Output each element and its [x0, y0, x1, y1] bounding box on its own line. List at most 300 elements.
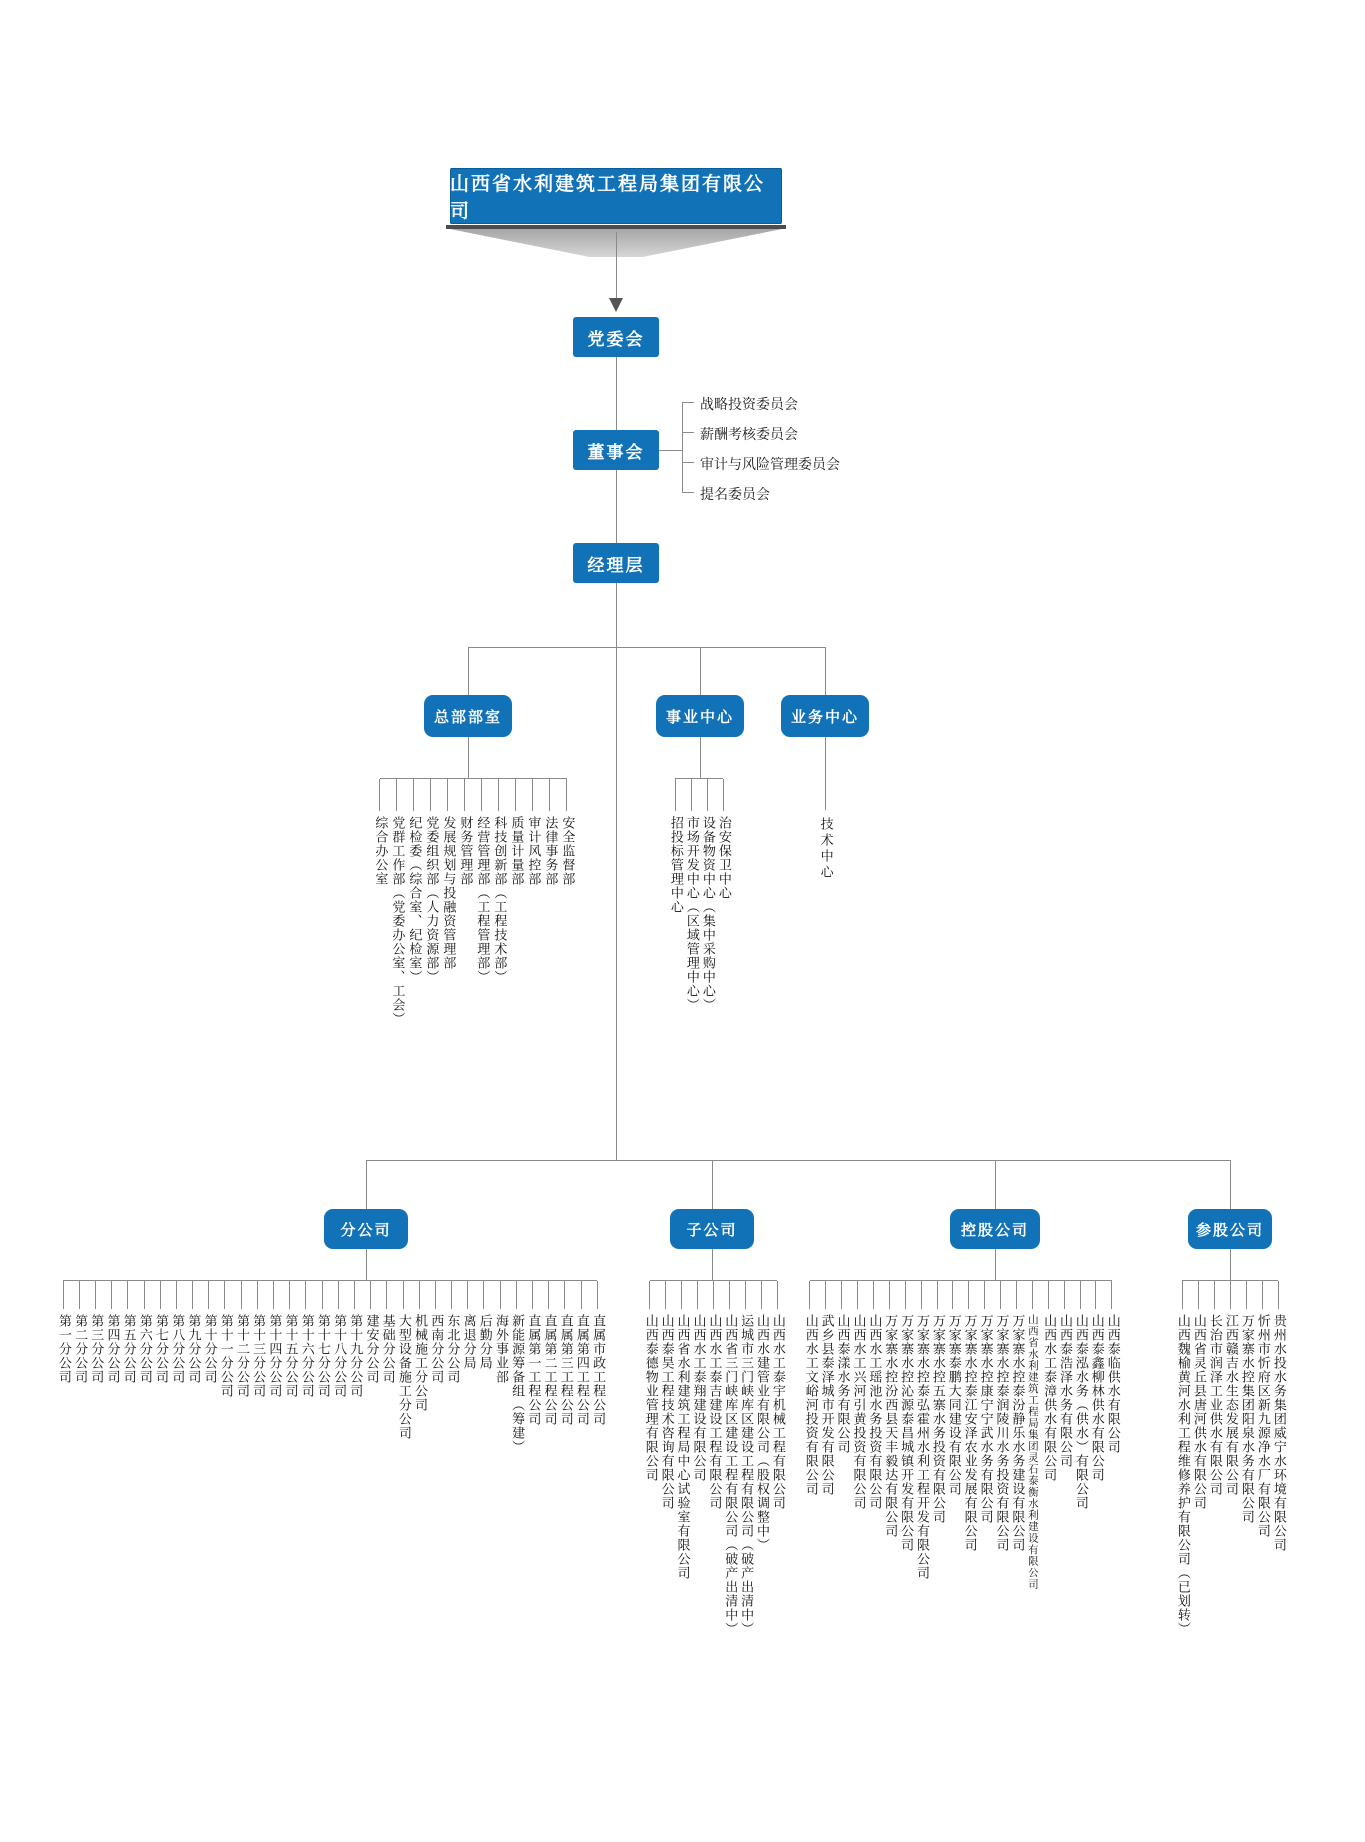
- company-label: 第十四分公司: [266, 1314, 282, 1398]
- connector-management-splitter: [616, 583, 617, 647]
- business-center-box: 业务中心: [781, 695, 869, 737]
- company-item: [298, 1281, 314, 1454]
- branch-companies-fan: [55, 1280, 605, 1454]
- company-label: 山西水工泰吉建设工程有限公司: [706, 1314, 722, 1510]
- company-item: [508, 1281, 524, 1454]
- department-label: 科技创新部（工程技术部）: [491, 816, 507, 984]
- holding-fan-drop: [995, 1249, 996, 1280]
- center-label: 市场开发中心（区域管理中心）: [683, 816, 699, 1012]
- company-item: [642, 1281, 658, 1636]
- company-label: 山西泰德物业管理有限公司: [642, 1314, 658, 1482]
- company-label: 东北分公司: [444, 1314, 460, 1384]
- company-item: [330, 1281, 346, 1454]
- department-item: [490, 779, 507, 1026]
- company-label: 山西水工泰翔建设有限公司: [690, 1314, 706, 1482]
- participating-fan-drop: [1230, 1249, 1231, 1280]
- company-label: 山西泰漾水务有限公司: [834, 1314, 850, 1454]
- company-item: [282, 1281, 298, 1454]
- tick-line: [305, 1281, 306, 1309]
- company-label: 第十八分公司: [331, 1314, 347, 1398]
- tick-line: [745, 1281, 746, 1309]
- party-committee-box: 党委会: [573, 317, 659, 357]
- holding-companies-box: 控股公司: [950, 1209, 1040, 1249]
- company-item: [185, 1281, 201, 1454]
- company-item: [573, 1281, 589, 1454]
- drop-hq: [468, 647, 469, 695]
- company-item: [460, 1281, 476, 1454]
- tick-line: [691, 779, 692, 811]
- hq-departments-fan: [371, 778, 575, 1026]
- tick-line: [1032, 1281, 1033, 1309]
- career-centers-fan: [667, 778, 731, 1012]
- tick-line: [841, 1281, 842, 1309]
- tick-line: [984, 1281, 985, 1309]
- company-label: 直属第一工程公司: [525, 1314, 541, 1426]
- drop-holding-companies: [995, 1160, 996, 1209]
- company-item: [737, 1281, 753, 1636]
- holding-companies-fan: [802, 1280, 1120, 1590]
- tick-line: [665, 1281, 666, 1309]
- company-item: [55, 1281, 71, 1454]
- tick-line: [127, 1281, 128, 1309]
- tick-line: [192, 1281, 193, 1309]
- drop-subsidiaries: [712, 1160, 713, 1209]
- tick-line: [581, 1281, 582, 1309]
- department-item: [456, 779, 473, 1026]
- company-label: 第七分公司: [153, 1314, 169, 1384]
- company-label: 山西省水利建筑工程局中心试验室有限公司: [674, 1314, 690, 1580]
- department-item: [371, 779, 388, 1026]
- company-item: [850, 1281, 866, 1590]
- tick-line: [208, 1281, 209, 1309]
- department-item: [388, 779, 405, 1026]
- tech-center-drop: [825, 737, 826, 810]
- department-item: [524, 779, 541, 1026]
- company-item: [217, 1281, 233, 1454]
- company-label: 运城市三门峡库区建设工程有限公司（破产出清中）: [738, 1314, 754, 1636]
- department-item: [405, 779, 422, 1026]
- tick-line: [1198, 1281, 1199, 1309]
- tick-line: [1246, 1281, 1247, 1309]
- committee-label: 提名委员会: [700, 487, 770, 503]
- company-item: [1072, 1281, 1088, 1590]
- company-title-box: 山西省水利建筑工程局集团有限公司: [450, 168, 782, 224]
- company-item: [929, 1281, 945, 1590]
- tick-line: [481, 779, 482, 811]
- tick-line: [1182, 1281, 1183, 1309]
- tick-line: [729, 1281, 730, 1309]
- tick-line: [675, 779, 676, 811]
- company-item: [802, 1281, 818, 1590]
- company-label: 万家寨水控沁源泰昌城镇开发有限公司: [898, 1314, 914, 1552]
- company-item: [961, 1281, 977, 1590]
- tick-line: [322, 1281, 323, 1309]
- company-label: 第八分公司: [169, 1314, 185, 1384]
- tick-line: [873, 1281, 874, 1309]
- company-label: 万家寨水控泰润陵川水务投资有限公司: [993, 1314, 1009, 1552]
- department-label: 党群工作部（党委办公室、工会）: [389, 816, 405, 1026]
- company-item: [233, 1281, 249, 1454]
- tick-line: [905, 1281, 906, 1309]
- company-item: [993, 1281, 1009, 1590]
- company-item: [152, 1281, 168, 1454]
- company-item: [1040, 1281, 1056, 1590]
- company-label: 海外事业部: [492, 1314, 508, 1384]
- department-item: [558, 779, 575, 1026]
- company-item: [753, 1281, 769, 1636]
- company-item: [1056, 1281, 1072, 1590]
- company-label: 万家寨水控汾西县天丰毅达有限公司: [882, 1314, 898, 1538]
- company-label: 基础分公司: [379, 1314, 395, 1384]
- department-item: [507, 779, 524, 1026]
- tick-line: [681, 1281, 682, 1309]
- company-label: 山西泰临供水有限公司: [1104, 1314, 1120, 1454]
- company-label: 第十三分公司: [250, 1314, 266, 1398]
- tick-line: [532, 1281, 533, 1309]
- company-item: [346, 1281, 362, 1454]
- company-item: [120, 1281, 136, 1454]
- department-label: 财务管理部: [457, 816, 473, 886]
- hq-departments-box: 总部部室: [424, 695, 512, 737]
- subsidiaries-box: 子公司: [670, 1209, 754, 1249]
- company-label: 山西泰浩泽水务有限公司: [1057, 1314, 1073, 1468]
- company-label: 直属第四工程公司: [573, 1314, 589, 1426]
- tick-line: [430, 779, 431, 811]
- company-item: [769, 1281, 785, 1636]
- company-item: [1206, 1281, 1222, 1636]
- center-item: [715, 779, 731, 1012]
- company-item: [541, 1281, 557, 1454]
- company-label: 贵州水投水务集团威宁水环境有限公司: [1270, 1314, 1286, 1552]
- company-item: [265, 1281, 281, 1454]
- tick-line: [95, 1281, 96, 1309]
- committee-bracket-line: [682, 402, 683, 493]
- company-item: [881, 1281, 897, 1590]
- company-label: 山西水建管业有限公司（股权调整中）: [754, 1314, 769, 1552]
- company-label: 第五分公司: [120, 1314, 136, 1384]
- company-item: [411, 1281, 427, 1454]
- company-item: [658, 1281, 674, 1636]
- company-item: [690, 1281, 706, 1636]
- branch-companies-box: 分公司: [324, 1209, 408, 1249]
- tick-line: [257, 1281, 258, 1309]
- company-label: 山西水工泰漳供水有限公司: [1041, 1314, 1057, 1482]
- tick-line: [338, 1281, 339, 1309]
- tick-line: [777, 1281, 778, 1309]
- company-label: 万家寨水控集团阳泉水务有限公司: [1238, 1314, 1254, 1524]
- committee-bracket-stub: [659, 450, 682, 451]
- company-item: [136, 1281, 152, 1454]
- company-label: 万家寨泰鹏大同建设有限公司: [945, 1314, 961, 1496]
- tick-line: [937, 1281, 938, 1309]
- tick-line: [413, 779, 414, 811]
- company-item: [1009, 1281, 1025, 1590]
- department-item: [422, 779, 439, 1026]
- committee-tick: [682, 492, 694, 493]
- company-label: 第十五分公司: [282, 1314, 298, 1398]
- company-label: 新能源筹备组（筹建）: [509, 1314, 525, 1454]
- board-box: 董事会: [573, 430, 659, 470]
- company-item: [476, 1281, 492, 1454]
- subsidiaries-fan-drop: [712, 1249, 713, 1280]
- tick-line: [144, 1281, 145, 1309]
- company-item: [1270, 1281, 1286, 1636]
- company-item: [249, 1281, 265, 1454]
- company-item: [1190, 1281, 1206, 1636]
- company-item: [104, 1281, 120, 1454]
- company-label: 江西赣吉水生态发展有限公司: [1222, 1314, 1238, 1496]
- tick-line: [1095, 1281, 1096, 1309]
- company-label: 第二分公司: [72, 1314, 88, 1384]
- tick-line: [289, 1281, 290, 1309]
- company-label: 山西省灵丘县唐河供水有限公司: [1190, 1314, 1206, 1510]
- drop-participating-companies: [1230, 1160, 1231, 1209]
- tick-line: [713, 1281, 714, 1309]
- tick-line: [379, 779, 380, 811]
- company-label: 第六分公司: [136, 1314, 152, 1384]
- tick-line: [968, 1281, 969, 1309]
- tick-line: [549, 779, 550, 811]
- tick-line: [761, 1281, 762, 1309]
- company-label: 万家寨水控泰汾静乐水务建设有限公司: [1009, 1314, 1025, 1552]
- company-item: [557, 1281, 573, 1454]
- department-label: 经营管理部（工程管理部）: [474, 816, 490, 984]
- company-label: 山西魏榆黄河水利工程维修养护有限公司（已划转）: [1174, 1314, 1190, 1636]
- tick-line: [566, 779, 567, 811]
- tick-line: [1000, 1281, 1001, 1309]
- tick-line: [1064, 1281, 1065, 1309]
- drop-branch-companies: [366, 1160, 367, 1209]
- participating-companies-box: 参股公司: [1188, 1209, 1272, 1249]
- department-label: 发展规划与投融资管理部: [440, 816, 456, 970]
- tick-line: [224, 1281, 225, 1309]
- tick-line: [447, 779, 448, 811]
- company-label: 离退分局: [460, 1314, 476, 1370]
- tick-line: [825, 1281, 826, 1309]
- tick-line: [548, 1281, 549, 1309]
- center-item: [667, 779, 683, 1012]
- company-item: [168, 1281, 184, 1454]
- company-item: [866, 1281, 882, 1590]
- company-label: 第十九分公司: [347, 1314, 363, 1398]
- tick-line: [1230, 1281, 1231, 1309]
- company-item: [589, 1281, 605, 1454]
- tick-line: [1111, 1281, 1112, 1309]
- tick-line: [1262, 1281, 1263, 1309]
- title-shadow-strip: [446, 225, 786, 229]
- company-label: 直属市政工程公司: [590, 1314, 606, 1426]
- company-item: [706, 1281, 722, 1636]
- company-label: 大型设备施工分公司: [395, 1314, 411, 1440]
- tick-line: [649, 1281, 650, 1309]
- center-item: [683, 779, 699, 1012]
- department-label: 综合办公室: [372, 816, 388, 886]
- center-label: 设备物资中心（集中采购中心）: [699, 816, 715, 1012]
- committee-label: 战略投资委员会: [700, 397, 798, 413]
- tick-line: [1048, 1281, 1049, 1309]
- tick-line: [697, 1281, 698, 1309]
- company-item: [1238, 1281, 1254, 1636]
- tick-line: [723, 779, 724, 811]
- company-label: 万家寨水控五寨水务投资有限公司: [929, 1314, 945, 1524]
- tick-line: [516, 1281, 517, 1309]
- company-label: 第十一分公司: [217, 1314, 233, 1398]
- department-label: 审计风控部: [525, 816, 541, 886]
- company-label: 第一分公司: [55, 1314, 71, 1384]
- tick-line: [403, 1281, 404, 1309]
- tick-line: [483, 1281, 484, 1309]
- hq-fan-drop: [468, 737, 469, 778]
- company-label: 长治市润泽工业供水有限公司: [1206, 1314, 1222, 1496]
- company-label: 第十七分公司: [314, 1314, 330, 1398]
- company-item: [87, 1281, 103, 1454]
- branch-fan-drop: [366, 1249, 367, 1280]
- tick-line: [451, 1281, 452, 1309]
- tick-line: [707, 779, 708, 811]
- tick-line: [857, 1281, 858, 1309]
- connector-party-board: [616, 357, 617, 430]
- tick-line: [1278, 1281, 1279, 1309]
- tick-line: [500, 1281, 501, 1309]
- company-label: 万家寨水控康宁宁武水务有限公司: [977, 1314, 993, 1524]
- company-item: [492, 1281, 508, 1454]
- tick-line: [809, 1281, 810, 1309]
- tick-line: [952, 1281, 953, 1309]
- company-item: [818, 1281, 834, 1590]
- company-label: 第九分公司: [185, 1314, 201, 1384]
- company-label: 山西水工瑶池水务投资有限公司: [866, 1314, 882, 1510]
- tick-line: [370, 1281, 371, 1309]
- mid-splitter-line: [468, 647, 825, 648]
- ops-fan-drop: [700, 737, 701, 778]
- center-item: [699, 779, 715, 1012]
- career-center-box: 事业中心: [656, 695, 744, 737]
- tick-line: [419, 1281, 420, 1309]
- tick-line: [63, 1281, 64, 1309]
- company-item: [1254, 1281, 1270, 1636]
- tick-line: [921, 1281, 922, 1309]
- company-item: [201, 1281, 217, 1454]
- drop-business: [825, 647, 826, 695]
- participating-companies-fan: [1174, 1280, 1286, 1636]
- company-label: 机械施工分公司: [412, 1314, 428, 1412]
- company-label: 西南分公司: [428, 1314, 444, 1384]
- company-label: 武乡县泰泽城市开发有限公司: [818, 1314, 834, 1496]
- tick-line: [464, 779, 465, 811]
- company-item: [1024, 1281, 1040, 1590]
- department-item: [473, 779, 490, 1026]
- department-label: 党委组织部（人力资源部）: [423, 816, 439, 984]
- tick-line: [241, 1281, 242, 1309]
- arrow-down-icon: [609, 298, 623, 312]
- company-label: 第十六分公司: [298, 1314, 314, 1398]
- committee-tick: [682, 432, 694, 433]
- department-item: [439, 779, 456, 1026]
- drop-operations: [700, 647, 701, 695]
- company-item: [1104, 1281, 1120, 1590]
- company-label: 山西省三门峡库区建设工程有限公司（破产出清中）: [722, 1314, 738, 1636]
- company-label: 山西水工兴河引黄投资有限公司: [850, 1314, 866, 1510]
- company-label: 直属第二工程公司: [541, 1314, 557, 1426]
- company-label: 山西泰泓水务（供水）有限公司: [1072, 1314, 1088, 1510]
- company-label: 建安分公司: [363, 1314, 379, 1384]
- tick-line: [889, 1281, 890, 1309]
- company-item: [913, 1281, 929, 1590]
- company-item: [945, 1281, 961, 1590]
- committee-tick: [682, 462, 694, 463]
- department-label: 质量计量部: [508, 816, 524, 886]
- tick-line: [1016, 1281, 1017, 1309]
- management-box: 经理层: [573, 543, 659, 583]
- tick-line: [79, 1281, 80, 1309]
- company-item: [395, 1281, 411, 1454]
- tick-line: [564, 1281, 565, 1309]
- company-item: [314, 1281, 330, 1454]
- main-trunk-line: [616, 647, 617, 1160]
- company-label: 第四分公司: [104, 1314, 120, 1384]
- committee-label: 审计与风险管理委员会: [700, 457, 840, 473]
- company-item: [524, 1281, 540, 1454]
- company-label: 直属第三工程公司: [557, 1314, 573, 1426]
- connector-board-management: [616, 470, 617, 543]
- company-label: 第十二分公司: [233, 1314, 249, 1398]
- company-label: 忻州市忻府区新九源净水厂有限公司: [1254, 1314, 1270, 1538]
- department-item: [541, 779, 558, 1026]
- tick-line: [160, 1281, 161, 1309]
- tick-line: [354, 1281, 355, 1309]
- company-item: [1222, 1281, 1238, 1636]
- company-label: 第三分公司: [88, 1314, 104, 1384]
- tick-line: [597, 1281, 598, 1309]
- connector-title-party: [616, 232, 617, 300]
- company-item: [674, 1281, 690, 1636]
- company-item: [1088, 1281, 1104, 1590]
- tick-line: [176, 1281, 177, 1309]
- tick-line: [273, 1281, 274, 1309]
- department-label: 法律事务部: [542, 816, 558, 886]
- company-label: 万家寨水控泰江安泽农业发展有限公司: [961, 1314, 977, 1552]
- committee-tick: [682, 402, 694, 403]
- tech-center-label: 技术中心: [817, 817, 833, 881]
- tick-line: [435, 1281, 436, 1309]
- company-item: [363, 1281, 379, 1454]
- company-label: 万家寨水控泰弘霍州水利工程开发有限公司: [914, 1314, 929, 1580]
- tick-line: [111, 1281, 112, 1309]
- subsidiaries-fan: [642, 1280, 785, 1636]
- tick-line: [532, 779, 533, 811]
- company-label: 山西泰鑫柳林供水有限公司: [1088, 1314, 1104, 1482]
- center-label: 治安保卫中心: [715, 816, 731, 900]
- committee-label: 薪酬考核委员会: [700, 427, 798, 443]
- center-label: 招投标管理中心: [667, 816, 683, 914]
- tick-line: [396, 779, 397, 811]
- company-label: 山西水工泰宇机械工程有限公司: [769, 1314, 785, 1510]
- tick-line: [1214, 1281, 1215, 1309]
- tick-line: [498, 779, 499, 811]
- company-item: [379, 1281, 395, 1454]
- company-item: [977, 1281, 993, 1590]
- company-item: [71, 1281, 87, 1454]
- company-item: [834, 1281, 850, 1590]
- company-label: 山西水工文峪河投资有限公司: [802, 1314, 818, 1496]
- company-label: 山西省水利建筑工程局集团灵石泰衡水利建设有限公司: [1026, 1314, 1039, 1590]
- tick-line: [467, 1281, 468, 1309]
- tick-line: [1080, 1281, 1081, 1309]
- tick-line: [386, 1281, 387, 1309]
- company-item: [444, 1281, 460, 1454]
- company-label: 后勤分局: [476, 1314, 492, 1370]
- bottom-splitter-line: [366, 1160, 1230, 1161]
